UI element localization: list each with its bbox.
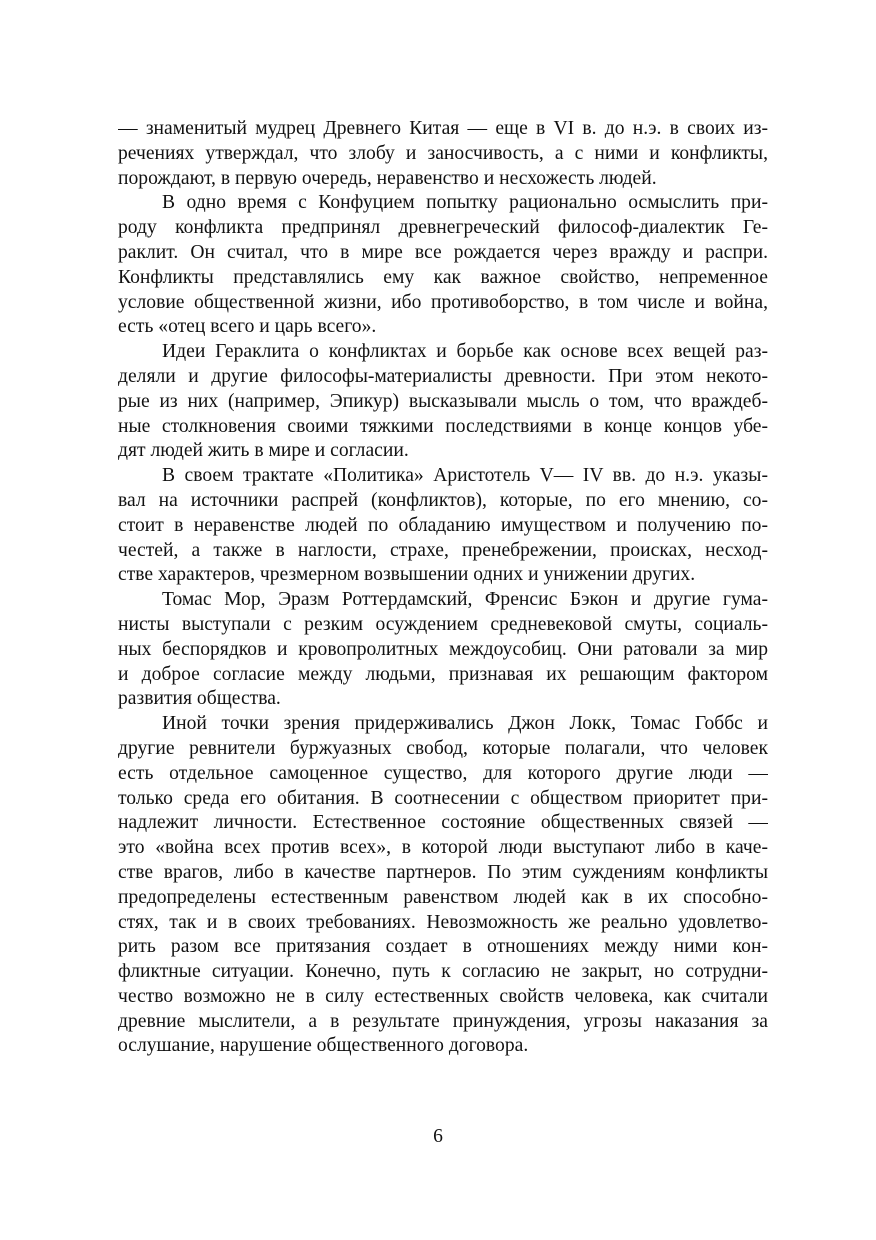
- paragraph: [118, 340, 768, 464]
- text-line: раклит. Он считал, что в мире все рождается через вражду и распри.: [118, 241, 768, 263]
- text-line: предопределены естественным равенством людей как в их способно-: [118, 886, 768, 908]
- text-line: честей, а также в наглости, страхе, пренебрежении, происках, несход-: [118, 539, 768, 561]
- text-line: это «война всех против всех», в которой люди выступают либо в каче-: [118, 837, 768, 859]
- text-line: и доброе согласие между людьми, признавая их решающим фактором: [118, 663, 768, 685]
- text-line: В своем трактате «Политика» Аристотель V— IV вв. до н.э. указы-: [162, 465, 768, 487]
- body-text: [118, 117, 768, 1059]
- text-line: роду конфликта предпринял древнегреческий философ-диалектик Ге-: [118, 217, 768, 239]
- text-line: стоит в неравенстве людей по обладанию имуществом и получению по-: [118, 514, 768, 536]
- paragraph: [118, 464, 768, 588]
- text-line: деляли и другие философы-материалисты древности. При этом некото-: [118, 365, 768, 387]
- text-line: рить разом все притязания создает в отношениях между ними кон-: [118, 936, 768, 958]
- text-line: стве врагов, либо в качестве партнеров. По этим суждениям конфликты: [118, 861, 768, 883]
- text-line: Конфликты представлялись ему как важное свойство, непременное: [118, 266, 768, 288]
- text-line: есть отдельное самоценное существо, для которого другие люди —: [118, 762, 768, 784]
- text-line: — знаменитый мудрец Древнего Китая — еще в VI в. до н.э. в своих из-: [118, 118, 768, 139]
- text-line: нисты выступали с резким осуждением средневековой смуты, социаль-: [118, 613, 768, 635]
- text-line: Томас Мор, Эразм Роттердамский, Френсис Бэкон и другие гума-: [162, 589, 768, 611]
- text-line: ные столкновения своими тяжкими последствиями в конце концов убе-: [118, 415, 768, 437]
- text-line: есть «отец всего и царь всего».: [118, 316, 377, 338]
- paragraph: [118, 588, 768, 712]
- text-line: только среда его обитания. В соотнесении с обществом приоритет при-: [118, 787, 768, 809]
- text-line: стве характеров, чрезмерном возвышении одних и унижении других.: [118, 564, 696, 586]
- text-line: развития общества.: [118, 688, 281, 710]
- text-line: надлежит личности. Естественное состояние общественных связей —: [118, 812, 768, 834]
- text-line: речениях утверждал, что злобу и заносчивость, а с ними и конфликты,: [118, 142, 768, 164]
- text-line: В одно время с Конфуцием попытку рационально осмыслить при-: [162, 192, 768, 214]
- text-line: вал на источники распрей (конфликтов), которые, по его мнению, со-: [118, 489, 768, 511]
- page-number: 6: [433, 1126, 443, 1147]
- paragraph: [118, 117, 768, 191]
- paragraph: [118, 191, 768, 340]
- text-line: чество возможно не в силу естественных свойств человека, как считали: [118, 985, 768, 1007]
- text-line: условие общественной жизни, ибо противоборство, в том числе и война,: [118, 291, 768, 313]
- text-line: Иной точки зрения придерживались Джон Локк, Томас Гоббс и: [162, 713, 768, 735]
- text-line: фликтные ситуации. Конечно, путь к согласию не закрыт, но сотрудни-: [118, 961, 768, 983]
- text-line: стях, так и в своих требованиях. Невозможность же реально удовлетво-: [118, 911, 768, 933]
- text-line: ослушание, нарушение общественного договора.: [118, 1035, 529, 1057]
- text-line: рые из них (например, Эпикур) высказывали мысль о том, что враждеб-: [118, 390, 768, 412]
- text-line: порождают, в первую очередь, неравенство и несхожесть людей.: [118, 167, 657, 189]
- paragraph: [118, 712, 768, 1059]
- text-line: ных беспорядков и кровопролитных междоусобиц. Они ратовали за мир: [118, 638, 768, 660]
- text-line: древние мыслители, а в результате принуждения, угрозы наказания за: [118, 1010, 768, 1032]
- text-line: Идеи Гераклита о конфликтах и борьбе как основе всех вещей раз-: [162, 341, 768, 363]
- text-line: дят людей жить в мире и согласии.: [118, 440, 409, 462]
- text-line: другие ревнители буржуазных свобод, которые полагали, что человек: [118, 737, 768, 759]
